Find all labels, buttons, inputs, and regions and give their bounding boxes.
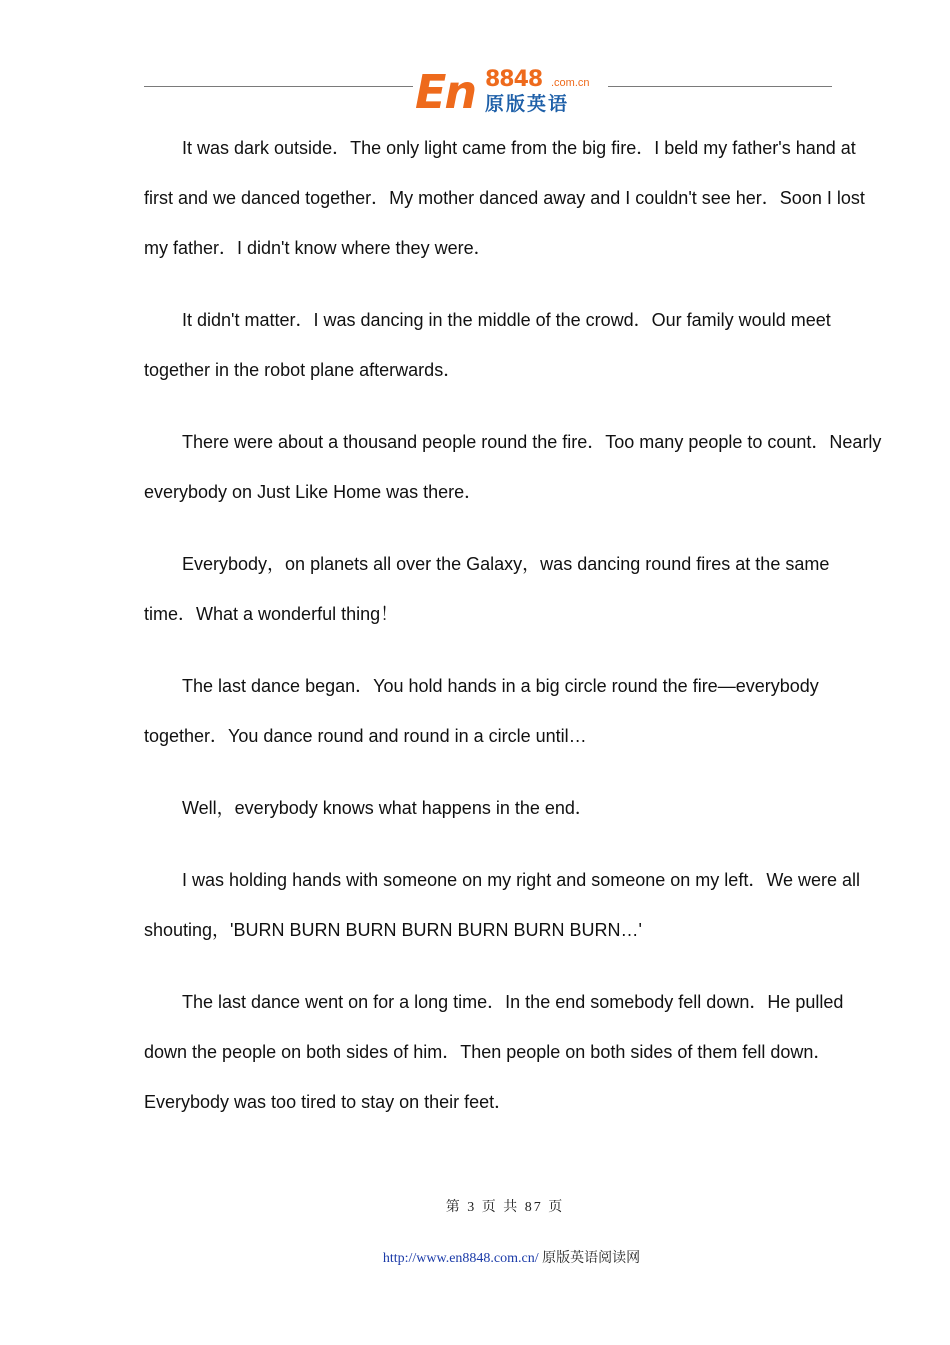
site-logo — [413, 64, 608, 120]
logo-domain-text: .com.cn — [551, 77, 590, 89]
paragraph: There were about a thousand people round the fire．Too many people to count．Nearly everybody on Just Like Home was there． — [144, 432, 882, 502]
logo-en-text: En — [415, 65, 476, 119]
site-name: 原版英语阅读网 — [542, 1251, 641, 1266]
paragraph: I was holding hands with someone on my right and someone on my left．We were all shouting，'BURN BURN BURN BURN BURN BURN BURN…' — [144, 870, 861, 940]
paragraph: Well，everybody knows what happens in the end． — [182, 798, 593, 818]
site-url-link[interactable]: http://www.en8848.com.cn/ — [382, 1251, 539, 1266]
paragraph: Everybody，on planets all over the Galaxy，was dancing round fires at the same time．What a wonderful thing！ — [144, 554, 830, 624]
logo-number-text: 8848 — [485, 67, 543, 92]
paragraph: The last dance began．You hold hands in a big circle round the fire—everybody together．You dance round and round in a circle until… — [144, 676, 819, 746]
page-header — [144, 64, 832, 122]
footer-site-line — [0, 1247, 950, 1267]
paragraph: It didn't matter．I was dancing in the middle of the crowd．Our family would meet together in the robot plane afterwards． — [144, 310, 831, 380]
paragraph: It was dark outside．The only light came from the big fire．I beld my father's hand at first and we danced together．My mother danced away and I couldn't see her．Soon I lost my father．I didn't know where they were． — [144, 138, 865, 258]
logo-chinese-text: 原版英语 — [485, 93, 570, 115]
story-body — [144, 123, 884, 1149]
paragraph: The last dance went on for a long time．In the end somebody fell down．He pulled down the people on both sides of him．Then people on both sides of them fell down．Everybody was too tired to stay on their feet． — [144, 992, 844, 1112]
page-number: 第 3 页 共 87 页 — [445, 1200, 565, 1215]
